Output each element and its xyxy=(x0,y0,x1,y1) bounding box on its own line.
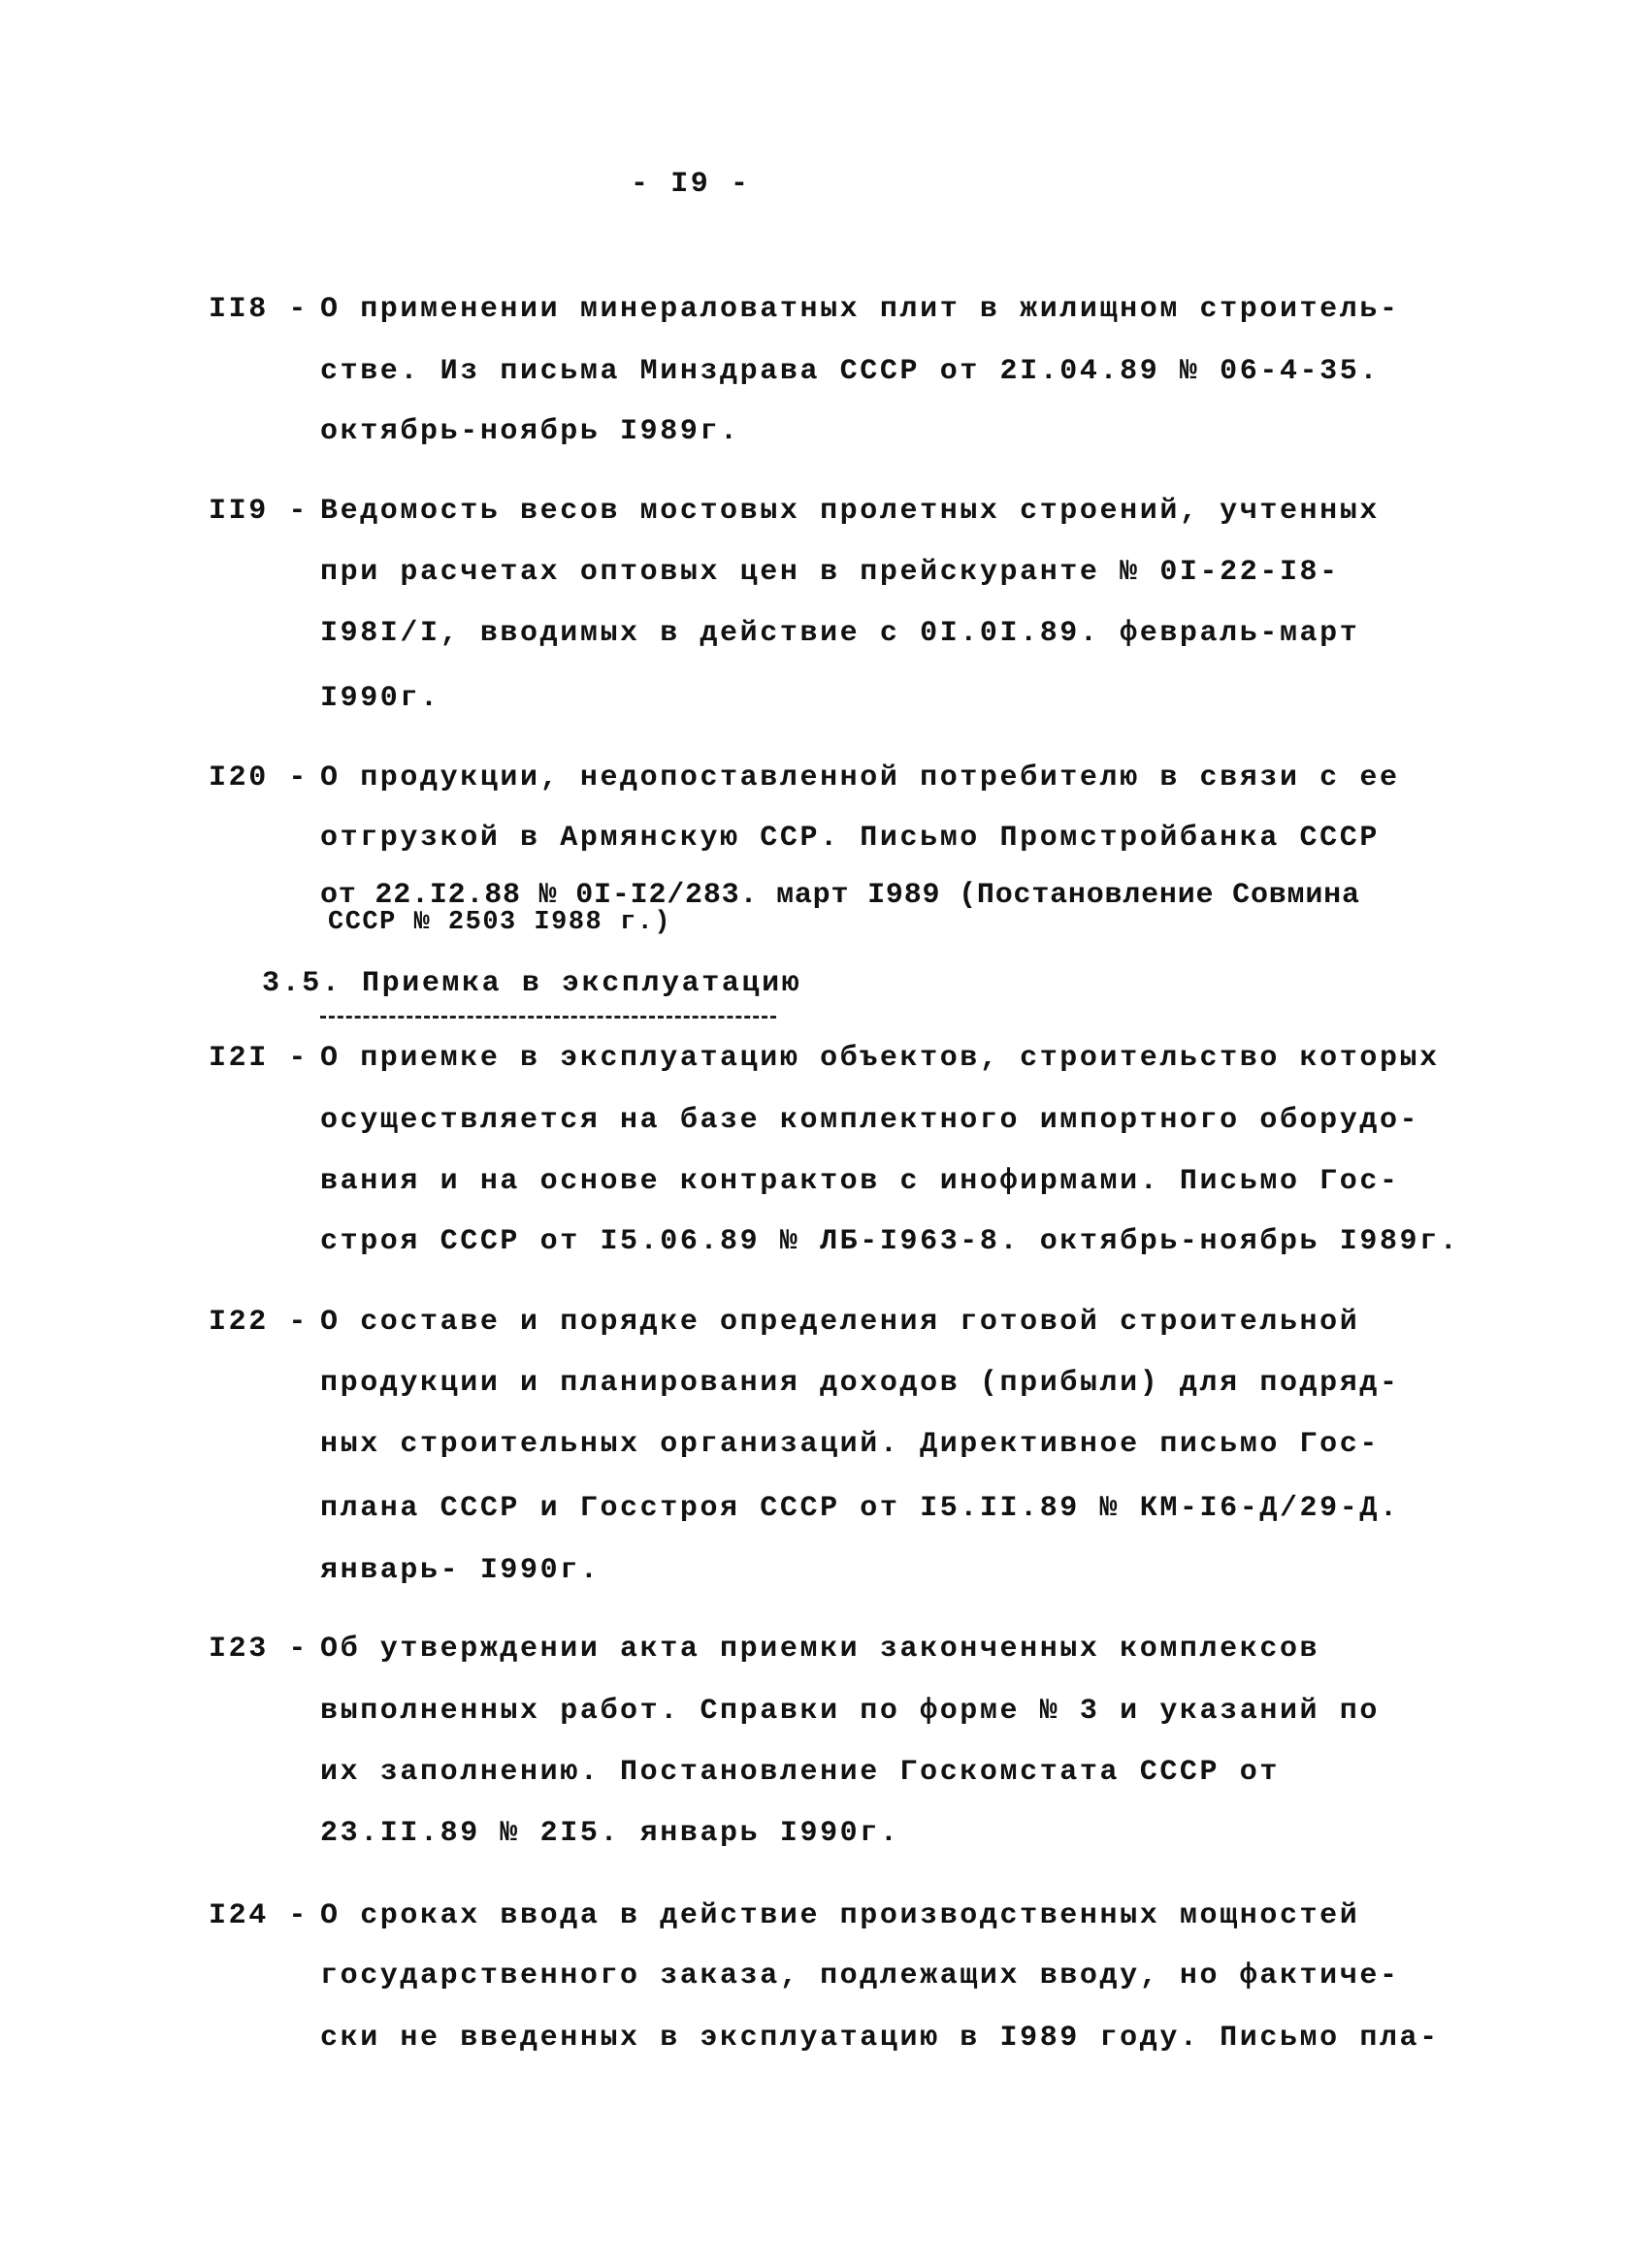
entry-line: Об утверждении акта приемки законченных комплексов xyxy=(320,1633,1320,1666)
entry-line: О применении минераловатных плит в жилищном строитель- xyxy=(320,293,1400,326)
entry-line: Ведомость весов мостовых пролетных строений, учтенных xyxy=(320,495,1380,528)
entry-line: I98I/I, вводимых в действие с 0I.0I.89. февраль-март xyxy=(320,617,1360,650)
entry-line: ных строительных организаций. Директивное письмо Гос- xyxy=(320,1428,1380,1461)
entry-line: плана СССР и Госстроя СССР от I5.II.89 № КМ-I6-Д/29-Д. xyxy=(320,1492,1400,1525)
entry-line: СССР № 2503 I988 г.) xyxy=(328,908,672,937)
entry-line: их заполнению. Постановление Госкомстата СССР от xyxy=(320,1756,1280,1789)
entry-line: октябрь-ноябрь I989г. xyxy=(320,415,740,448)
entry-line: при расчетах оптовых цен в прейскуранте № 0I-22-I8- xyxy=(320,556,1340,589)
entry-line: 23.II.89 № 2I5. январь I990г. xyxy=(320,1817,900,1850)
entry-line: I990г. xyxy=(320,682,440,715)
entry-line: вания и на основе контрактов с инофирмами. Письмо Гос- xyxy=(320,1165,1400,1198)
entry-number: I24 - xyxy=(209,1899,309,1932)
entry-line: О продукции, недопоставленной потребителю в связи с ее xyxy=(320,761,1400,794)
entry-number: I2I - xyxy=(209,1042,309,1075)
entry-number: II8 - xyxy=(209,293,309,326)
entry-line: январь- I990г. xyxy=(320,1554,601,1587)
entry-number: I23 - xyxy=(209,1633,309,1666)
entry-number: I20 - xyxy=(209,761,309,794)
entry-number: II9 - xyxy=(209,495,309,528)
page-number: - I9 - xyxy=(631,168,751,201)
entry-line: от 22.I2.88 № 0I-I2/283. март I989 (Постановление Совмина xyxy=(320,879,1360,912)
entry-line: продукции и планирования доходов (прибыли) для подряд- xyxy=(320,1367,1400,1400)
section-underline xyxy=(320,1016,776,1019)
entry-line: осуществляется на базе комплектного импортного оборудо- xyxy=(320,1104,1420,1137)
section-heading: 3.5. Приемка в эксплуатацию xyxy=(262,967,802,1000)
entry-line: О сроках ввода в действие производственных мощностей xyxy=(320,1899,1360,1932)
entry-line: О приемке в эксплуатацию объектов, строительство которых xyxy=(320,1042,1440,1075)
entry-line: выполненных работ. Справки по форме № 3 и указаний по xyxy=(320,1695,1380,1728)
entry-line: государственного заказа, подлежащих вводу, но фактиче- xyxy=(320,1960,1400,1993)
entry-line: отгрузкой в Армянскую ССР. Письмо Промстройбанка СССР xyxy=(320,822,1380,855)
entry-line: строя СССР от I5.06.89 № ЛБ-I963-8. октябрь-ноябрь I989г. xyxy=(320,1225,1460,1258)
entry-line: стве. Из письма Минздрава СССР от 2I.04.89 № 06-4-35. xyxy=(320,355,1380,388)
entry-number: I22 - xyxy=(209,1306,309,1339)
entry-line: ски не введенных в эксплуатацию в I989 году. Письмо пла- xyxy=(320,2022,1440,2055)
entry-line: О составе и порядке определения готовой строительной xyxy=(320,1306,1360,1339)
